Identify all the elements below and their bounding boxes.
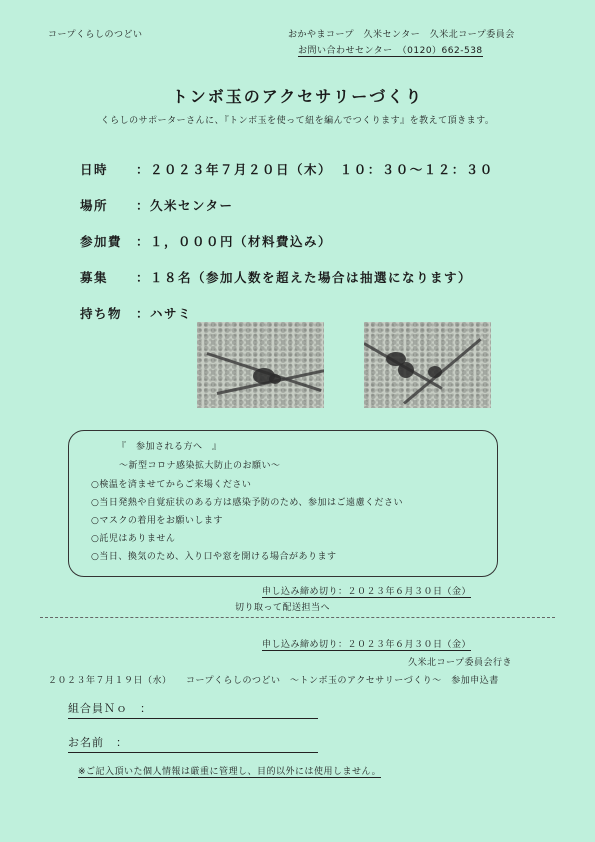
accessory-photo-2 — [364, 322, 491, 408]
page-subtitle: くらしのサポーターさんに、『トンボ玉を使って紐を編んでつくります』を教えて頂きます。 — [100, 116, 495, 126]
date-value: ：２０２３年７月２０日（木） １０：３０～１２：３０ — [136, 162, 494, 177]
privacy-note: ※ご記入頂いた個人情報は厳重に管理し、目的以外には使用しません。 — [78, 764, 381, 778]
place-row — [80, 196, 234, 214]
fee-value: ：１，０００円（材料費込み） — [136, 234, 333, 249]
bring-label: 持ち物 — [80, 306, 123, 321]
date-row — [80, 160, 494, 178]
place-label: 場所 — [80, 198, 109, 213]
recruit-row — [80, 268, 472, 286]
date-label: 日時 — [80, 162, 109, 177]
bring-value: ：ハサミ — [136, 306, 193, 321]
fee-label: 参加費 — [80, 234, 123, 249]
organizer-line: おかやまコープ 久米センター 久米北コープ委員会 — [288, 30, 515, 40]
deadline-top: 申し込み締め切り：２０２３年６月３０日（金） — [262, 584, 471, 598]
cut-instruction: 切り取って配送担当へ — [235, 603, 331, 613]
cut-line — [40, 617, 555, 618]
notice-item: ○託児はありません — [91, 534, 176, 544]
recruit-label: 募集 — [80, 270, 109, 285]
form-recipient: 久米北コープ委員会行き — [408, 658, 513, 668]
accessory-photo-1 — [197, 322, 324, 408]
member-no-label: 組合員Ｎｏ ： — [68, 702, 152, 715]
notice-item: ○マスクの着用をお願いします — [91, 516, 223, 526]
notice-subheading: ～新型コロナ感染拡大防止のお願い～ — [119, 461, 281, 471]
notice-item: ○当日発熱や自覚症状のある方は感染予防のため、参加はご遠慮ください — [91, 498, 403, 508]
recruit-value: ：１８名（参加人数を超えた場合は抽選になります） — [136, 270, 473, 285]
event-series-label: コープくらしのつどい — [48, 30, 143, 40]
notice-item: ○検温を済ませてからご来場ください — [91, 480, 252, 490]
bring-row — [80, 304, 192, 322]
name-label: お名前 ： — [68, 736, 128, 749]
place-value: ：久米センター — [136, 198, 234, 213]
notice-heading: 『 参加される方へ 』 — [117, 442, 222, 452]
fee-row — [80, 232, 332, 250]
member-no-field[interactable] — [68, 700, 318, 719]
deadline-bottom: 申し込み締め切り：２０２３年６月３０日（金） — [262, 637, 471, 651]
notice-box — [68, 430, 498, 577]
name-field[interactable] — [68, 734, 318, 753]
form-header: ２０２３年７月１９日（水） コープくらしのつどい ～トンボ玉のアクセサリーづくり～ 参加申込書 — [48, 676, 499, 686]
page-title: トンボ玉のアクセサリーづくり — [171, 87, 424, 106]
notice-item: ○当日、換気のため、入り口や窓を開ける場合があります — [91, 552, 337, 562]
contact-center: お問い合わせセンター （0120）662-538 — [298, 43, 483, 57]
